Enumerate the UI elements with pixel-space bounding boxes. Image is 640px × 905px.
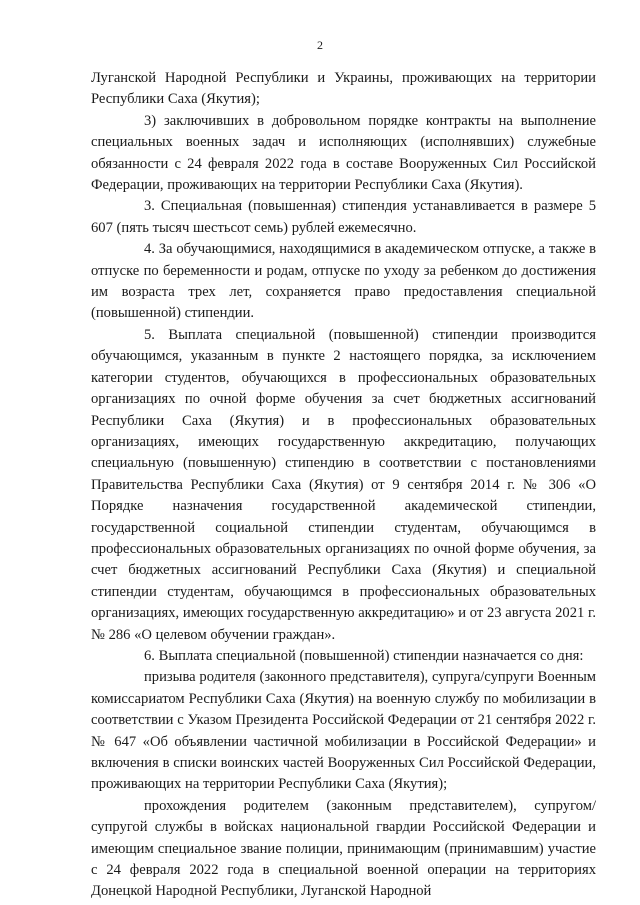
paragraph-section-6: 6. Выплата специальной (повышенной) стипендии назначается со дня: [144,647,584,664]
paragraph-section-5: 5. Выплата специальной (повышенной) стипендии производится обучающимся, указанным в пункте 2 настоящего порядка, за исключением категории студентов, обучающихся в профессиональных образовательных организациях по очной форме обучения за счет бюджетных ассигнований Республики Саха (Якутия) и в профессиональных образовательных организациях, имеющих государственную аккредитацию, получающих специальную (повышенную) стипендию в соответствии с постановлениями Правительства Республики Саха (Якутия) от 9 сентября 2014 г. № 306 «О Порядке назначения государственной академической стипендии, государственной социальной стипендии студентам, обучающимся в профессиональных образовательных организациях по очной форме обучения, за счет бюджетных ассигнований Республики Саха (Якутия) и специальной стипендии студентам, обучающимся в профессиональных образовательных организациях, имеющих государственную аккредитацию» и от 23 августа 2021 г. № 286 «О целевом обучении граждан». [91,326,596,643]
paragraph-section-6-item-2: прохождения родителем (законным представителем), супругом/ супругой службы в войсках национальной гвардии Российской Федерации и имеющим специальное звание полиции, принимающим (принимавшим) участие с 24 февраля 2022 года в специальной военной операции на территориях Донецкой Народной Республики, Луганской Народной [91,797,596,900]
paragraph-item-3: 3) заключивших в добровольном порядке контракты на выполнение специальных военных задач и исполняющих (исполнявших) служебные обязанности с 24 февраля 2022 года в составе Вооруженных Сил Российской Федерации, проживающих на территории Республики Саха (Якутия). [91,112,596,194]
paragraph-continuation: Луганской Народной Республики и Украины, проживающих на территории Республики Саха (Якутия); [91,70,596,108]
paragraph-section-3: 3. Специальная (повышенная) стипендия устанавливается в размере 5 607 (пять тысяч шестьсот семь) рублей ежемесячно. [91,198,596,236]
paragraph-section-4: 4. За обучающимися, находящимися в академическом отпуске, а также в отпуске по беременности и родам, отпуске по уходу за ребенком до достижения им возраста трех лет, сохраняется право предоставления специальной (повышенной) стипендии. [91,241,596,322]
page-number: 2 [317,38,323,52]
document-body [91,68,596,903]
paragraph-section-6-item-1: призыва родителя (законного представителя), супруга/супруги Военным комиссариатом Республики Саха (Якутия) на военную службу по мобилизации в соответствии с Указом Президента Российской Федерации от 21 сентября 2022 г. № 647 «Об объявлении частичной мобилизации в Российской Федерации» и включения в списки воинских частей Вооруженных Сил Российской Федерации, проживающих на территории Республики Саха (Якутия); [91,669,596,793]
